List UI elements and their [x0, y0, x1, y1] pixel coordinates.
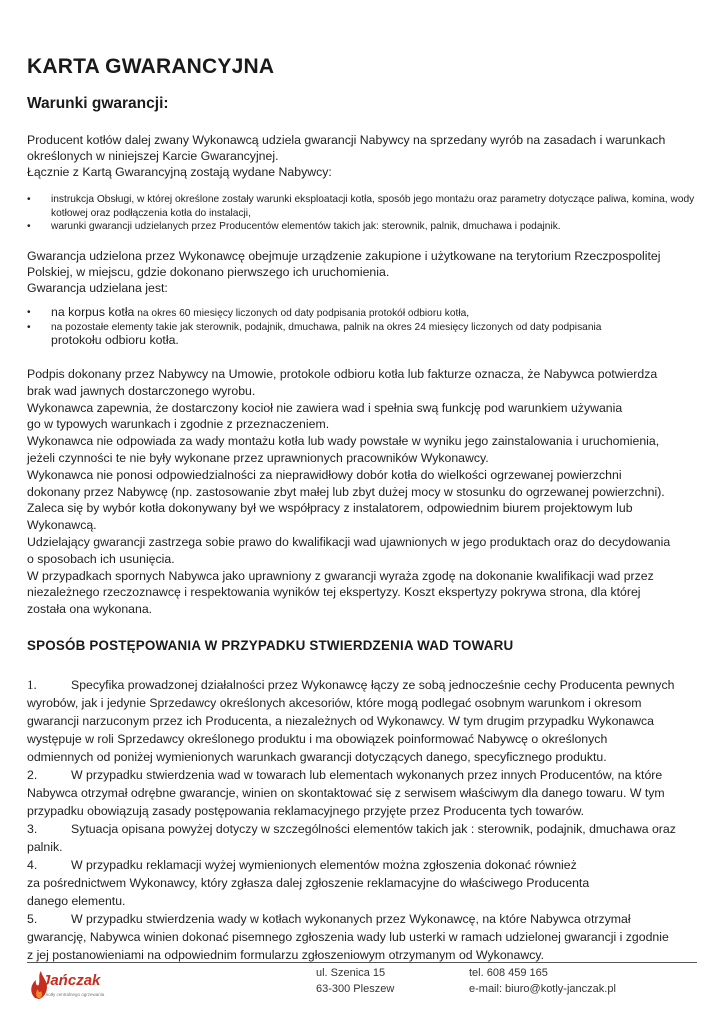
terms-line: została ona wykonana. [27, 602, 153, 617]
list-item-lead: na korpus kotła [51, 305, 135, 319]
terms-line: brak wad jawnych dostarczonego wyrobu. [27, 383, 256, 398]
bullet-icon: • [27, 221, 31, 232]
footer-divider [27, 962, 697, 963]
item-number: 5. [27, 912, 38, 926]
item-number: 1. [27, 677, 37, 692]
section-heading: SPOSÓB POSTĘPOWANIA W PRZYPADKU STWIERDZENIA WAD TOWARU [27, 638, 514, 653]
list-item [27, 306, 699, 321]
item-line: W przypadku reklamacji wyżej wymienionych elementów można zgłoszenia dokonać również [71, 858, 577, 872]
item-number: 2. [27, 768, 38, 782]
address-line: ul. Szenica 15 [316, 967, 386, 979]
terms-line: dokonany przez Nabywcę (np. zastosowanie zbyt małej lub zbyt dużej mocy w stosunku do ogrzewanej powierzchni). [27, 484, 665, 499]
terms-line: Zaleca się by wybór kotła dokonywany był we współpracy z instalatorem, odpowiednim biurem projektowym lub [27, 501, 633, 516]
coverage-line: Polskiej, w miejscu, gdzie dokonano pierwszego ich uruchomienia. [27, 265, 390, 279]
terms-line: W przypadkach spornych Nabywca jako uprawniony z gwarancji wyraża zgodę na dokonanie kwalifikacji wad przez [27, 568, 654, 583]
coverage-line: Gwarancja udzielana jest: [27, 281, 168, 295]
terms-line: Podpis dokonany przez Nabywcy na Umowie, protokole odbioru kotła lub fakturze oznacza, że Nabywca potwierdza [27, 367, 658, 381]
item-number: 4. [27, 858, 38, 872]
terms-paragraph [27, 366, 699, 618]
item-line: z jej postanowieniami na odpowiednim formularzu zgłoszeniowym otrzymanym od Wykonawcy. [27, 948, 545, 962]
email-address[interactable]: e-mail: biuro@kotly-janczak.pl [469, 983, 616, 995]
list-item-text: instrukcja Obsługi, w której określone zostały warunki eksploatacji kotła, sposób jego montażu oraz parametry dotyczące paliwa, komina, wody kotłowej oraz podłączenia kotła do instalacji, [51, 194, 695, 219]
terms-line: niezależnego rzeczoznawcę i respektowania wyników tej ekspertyzy. Koszt ekspertyzy pokrywa strona, dla której [27, 585, 641, 600]
list-item [27, 856, 699, 874]
list-item [27, 820, 699, 838]
item-line: Sytuacja opisana powyżej dotyczy w szczególności elementów takich jak : sterownik, podajnik, dmuchawa oraz [71, 822, 676, 836]
terms-line: Wykonawcą. [27, 518, 97, 533]
item-line: wyrobów, jak i jedynie Sprzedawcy określonych akcesoriów, które mogą podlegać osobnym warunkom i okresom [27, 696, 642, 710]
procedure-list [27, 676, 699, 964]
company-contact [469, 965, 616, 997]
list-item-text: na okres 60 miesięcy liczonych od daty podpisania protokół odbioru kotła, [134, 308, 470, 319]
item-line: za pośrednictwem Wykonawcy, który zgłasza dalej zgłoszenie reklamacyjne do właściwego Producenta [27, 876, 590, 890]
list-item-text: na pozostałe elementy takie jak sterownik, podajnik, dmuchawa, palnik na okres 24 miesięcy liczonych od daty podpisania [51, 321, 602, 333]
item-line: gwarancję, Nabywca winien dokonać pisemnego zgłoszenia wady lub usterki w ramach udzielonej gwarancji i zgodnie [27, 930, 669, 944]
terms-line: Wykonawca zapewnia, że dostarczony kocioł nie zawiera wad i spełnia swą funkcję pod warunkiem używania [27, 400, 623, 415]
item-line: danego elementu. [27, 894, 126, 908]
address-line: 63-300 Pleszew [316, 983, 395, 995]
intro-line: Łącznie z Kartą Gwarancyjną zostają wydane Nabywcy: [27, 165, 332, 179]
list-item [27, 193, 699, 220]
list-item [27, 910, 699, 928]
coverage-periods-list [27, 306, 699, 349]
company-logo-subtitle: kotły centralnego ogrzewania [46, 992, 105, 997]
list-item [27, 766, 699, 784]
coverage-line: Gwarancja udzielona przez Wykonawcę obejmuje urządzenie zakupione i użytkowane na terytorium Rzeczpospolitej [27, 249, 661, 263]
company-logo-text: Jańczak [42, 972, 101, 989]
terms-line: o sposobach ich usunięcia. [27, 551, 175, 566]
terms-line: Wykonawca nie odpowiada za wady montażu kotła lub wady powstałe w wyniku jego zainstalowania i uruchomienia, [27, 434, 660, 449]
item-line: palnik. [27, 840, 63, 854]
item-line: Specyfika prowadzonej działalności przez Wykonawcę łączy ze sobą jednocześnie cechy Producenta pewnych [71, 678, 675, 692]
included-documents-list [27, 193, 699, 234]
list-item-text: warunki gwarancji udzielanych przez Producentów elementów takich jak: sterownik, palnik, dmuchawa i podajnik. [51, 221, 561, 232]
intro-line: Producent kotłów dalej zwany Wykonawcą udziela gwarancji Nabywcy na sprzedany wyrób na zasadach i warunkach [27, 133, 666, 147]
coverage-paragraph [27, 248, 699, 296]
item-line: występuje w roli Sprzedawcy określonego produktu i ma obowiązek poinformować Nabywcę o określonych [27, 732, 608, 746]
terms-line: Udzielający gwarancji zastrzega sobie prawo do kwalifikacji wad ujawnionych w jego produktach oraz do decydowania [27, 534, 671, 549]
item-line: W przypadku stwierdzenia wad w towarach lub elementach wykonanych przez innych Producentów, na które [71, 768, 663, 782]
item-number: 3. [27, 822, 38, 836]
list-item-tail: protokołu odbioru kotła. [51, 333, 179, 347]
item-line: W przypadku stwierdzenia wady w kotłach wykonanych przez Wykonawcę, na które Nabywca otrzymał [71, 912, 631, 926]
list-item [27, 220, 699, 234]
list-item [27, 676, 699, 694]
bullet-icon: • [27, 321, 31, 333]
conditions-subtitle: Warunki gwarancji: [27, 95, 169, 112]
intro-paragraph [27, 132, 699, 180]
item-line: odmiennych od poniżej wymienionych warunkach gwarancji dotyczących danego, specyficznego produktu. [27, 750, 607, 764]
company-address [316, 965, 394, 997]
item-line: Nabywca otrzymał odrębne gwarancje, winien on skontaktować się z serwisem właściwym dla danego towaru. W tym [27, 786, 665, 800]
phone-number: tel. 608 459 165 [469, 967, 548, 979]
item-line: przypadku obowiązują zasady postępowania reklamacyjnego przyjęte przez Producenta tych towarów. [27, 804, 585, 818]
terms-line: go w typowych warunkach i zgodnie z przeznaczeniem. [27, 417, 330, 432]
intro-line: określonych w niniejszej Karcie Gwarancyjnej. [27, 149, 279, 163]
item-line: gwarancji narzuconym przez ich Producenta, a niezależnych od Wykonawcy. W tym drugim przypadku Wykonawca [27, 714, 654, 728]
bullet-icon: • [27, 307, 31, 318]
terms-line: Wykonawca nie ponosi odpowiedzialności za nieprawidłowy dobór kotła do wielkości ogrzewanej powierzchni [27, 467, 622, 482]
terms-line: jeżeli czynności te nie były wykonane przez uprawnionych pracowników Wykonawcy. [27, 450, 489, 465]
list-item [27, 321, 699, 349]
document-title: KARTA GWARANCYJNA [27, 55, 275, 78]
bullet-icon: • [27, 194, 31, 205]
